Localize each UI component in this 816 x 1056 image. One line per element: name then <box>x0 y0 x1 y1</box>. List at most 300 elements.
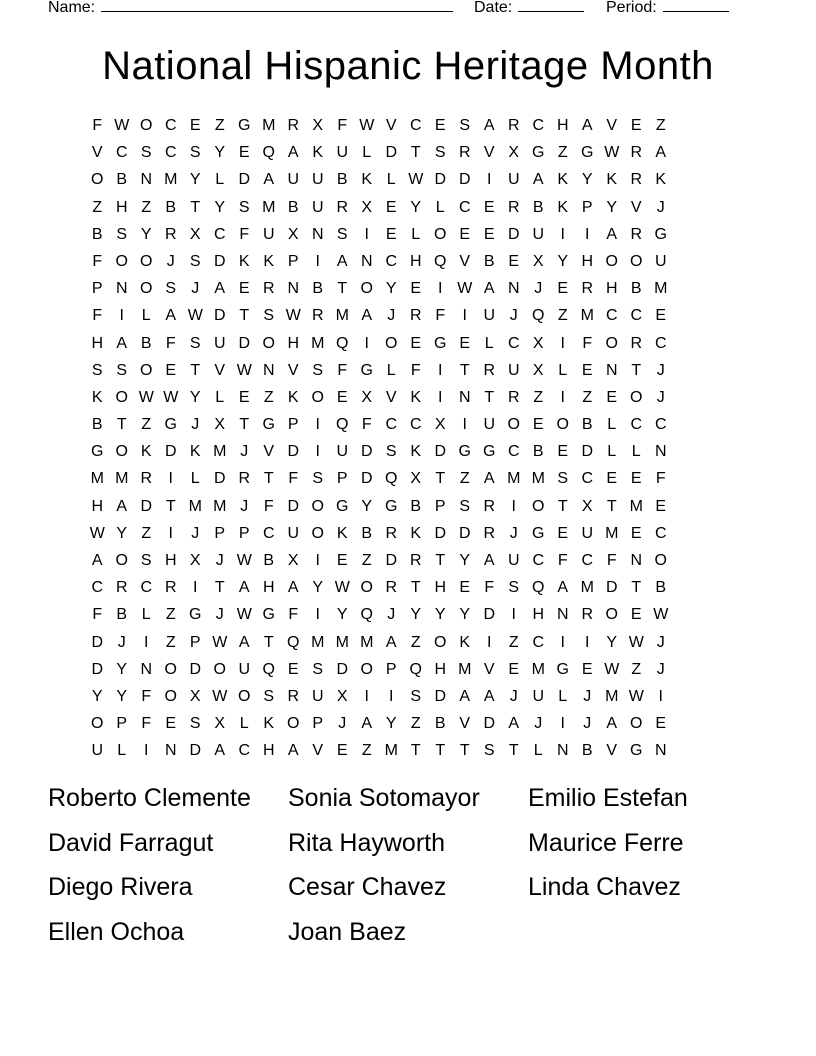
name-blank[interactable] <box>101 0 453 12</box>
grid-letter[interactable]: L <box>215 171 225 189</box>
grid-letter[interactable]: S <box>410 687 422 705</box>
grid-letter[interactable]: D <box>385 552 398 569</box>
grid-letter[interactable]: V <box>630 198 642 216</box>
grid-letter[interactable]: T <box>190 198 201 216</box>
grid-letter[interactable]: U <box>532 687 545 705</box>
grid-letter[interactable]: S <box>238 198 250 216</box>
grid-letter[interactable]: G <box>189 606 202 624</box>
grid-letter[interactable]: B <box>336 171 348 189</box>
grid-letter[interactable]: P <box>116 715 128 733</box>
grid-letter[interactable]: S <box>508 579 520 597</box>
name-field[interactable] <box>48 0 453 19</box>
grid-letter[interactable]: U <box>507 361 520 379</box>
grid-letter[interactable]: R <box>630 334 643 352</box>
grid-letter[interactable]: H <box>434 660 447 678</box>
grid-letter[interactable]: W <box>457 280 473 298</box>
grid-letter[interactable]: R <box>507 198 520 216</box>
grid-letter[interactable]: F <box>435 307 446 325</box>
grid-letter[interactable]: T <box>435 552 446 569</box>
grid-letter[interactable]: Q <box>287 633 300 651</box>
grid-letter[interactable]: I <box>193 579 198 597</box>
grid-letter[interactable]: I <box>315 252 320 270</box>
grid-letter[interactable]: T <box>337 280 348 298</box>
grid-letter[interactable]: K <box>263 252 275 270</box>
grid-letter[interactable]: Z <box>141 524 152 542</box>
grid-letter[interactable]: P <box>581 198 593 216</box>
grid-letter[interactable]: Z <box>141 198 152 216</box>
grid-letter[interactable]: S <box>91 361 103 379</box>
grid-letter[interactable]: H <box>115 198 128 216</box>
grid-letter[interactable]: T <box>410 742 421 760</box>
grid-letter[interactable]: C <box>532 633 545 651</box>
grid-letter[interactable]: C <box>115 144 128 162</box>
grid-letter[interactable]: F <box>361 416 372 434</box>
grid-letter[interactable]: R <box>630 144 643 162</box>
grid-letter[interactable]: W <box>212 687 228 705</box>
grid-letter[interactable]: A <box>483 470 495 488</box>
grid-letter[interactable]: G <box>385 497 398 515</box>
grid-letter[interactable]: M <box>580 307 594 325</box>
grid-letter[interactable]: G <box>630 742 643 760</box>
grid-letter[interactable]: Q <box>385 470 398 488</box>
grid-letter[interactable]: Y <box>91 687 103 705</box>
grid-letter[interactable]: H <box>287 334 300 352</box>
grid-letter[interactable]: R <box>630 225 643 243</box>
grid-letter[interactable]: A <box>385 633 397 651</box>
grid-letter[interactable]: R <box>238 470 251 488</box>
grid-letter[interactable]: T <box>239 416 250 434</box>
grid-letter[interactable]: U <box>532 225 545 243</box>
grid-letter[interactable]: Z <box>631 660 642 678</box>
grid-letter[interactable]: E <box>410 334 422 352</box>
grid-letter[interactable]: M <box>164 171 178 189</box>
grid-letter[interactable]: X <box>434 416 446 434</box>
grid-letter[interactable]: U <box>262 225 275 243</box>
grid-letter[interactable]: Q <box>336 334 349 352</box>
grid-letter[interactable]: E <box>581 660 593 678</box>
grid-letter[interactable]: K <box>606 171 618 189</box>
grid-letter[interactable]: M <box>384 742 398 760</box>
grid-letter[interactable]: Y <box>385 280 397 298</box>
grid-letter[interactable]: P <box>336 470 348 488</box>
grid-letter[interactable]: I <box>168 524 173 542</box>
grid-letter[interactable]: B <box>165 198 177 216</box>
grid-letter[interactable]: D <box>458 524 471 542</box>
grid-letter[interactable]: E <box>238 388 250 406</box>
grid-letter[interactable]: B <box>581 742 593 760</box>
grid-letter[interactable]: I <box>438 280 443 298</box>
grid-letter[interactable]: E <box>532 416 544 434</box>
grid-letter[interactable]: M <box>90 470 104 488</box>
grid-letter[interactable]: J <box>656 388 665 406</box>
grid-letter[interactable]: E <box>385 198 397 216</box>
grid-letter[interactable]: O <box>238 687 251 705</box>
grid-letter[interactable]: H <box>164 552 177 569</box>
grid-letter[interactable]: V <box>263 443 275 461</box>
grid-letter[interactable]: R <box>458 144 471 162</box>
grid-letter[interactable]: L <box>607 443 617 461</box>
grid-letter[interactable]: W <box>408 171 424 189</box>
grid-letter[interactable]: S <box>165 280 177 298</box>
grid-letter[interactable]: E <box>581 361 593 379</box>
grid-letter[interactable]: I <box>487 171 492 189</box>
grid-letter[interactable]: U <box>336 443 349 461</box>
grid-letter[interactable]: Y <box>459 606 471 624</box>
grid-letter[interactable]: L <box>411 225 421 243</box>
grid-letter[interactable]: V <box>312 742 324 760</box>
grid-letter[interactable]: T <box>239 307 250 325</box>
grid-letter[interactable]: T <box>459 742 470 760</box>
grid-letter[interactable]: C <box>140 579 153 597</box>
grid-letter[interactable]: E <box>434 117 446 134</box>
grid-letter[interactable]: V <box>606 117 618 134</box>
grid-letter[interactable]: K <box>557 171 569 189</box>
grid-letter[interactable]: I <box>438 361 443 379</box>
grid-letter[interactable]: Z <box>655 117 666 134</box>
grid-letter[interactable]: Y <box>189 388 201 406</box>
grid-letter[interactable]: D <box>360 470 373 488</box>
grid-letter[interactable]: D <box>507 225 520 243</box>
grid-letter[interactable]: N <box>654 742 667 760</box>
grid-letter[interactable]: W <box>236 606 252 624</box>
grid-letter[interactable]: A <box>263 171 275 189</box>
grid-letter[interactable]: L <box>631 443 641 461</box>
grid-letter[interactable]: Y <box>581 171 593 189</box>
grid-letter[interactable]: J <box>509 524 518 542</box>
grid-letter[interactable]: L <box>558 361 568 379</box>
grid-letter[interactable]: E <box>238 280 250 298</box>
grid-letter[interactable]: X <box>361 198 373 216</box>
grid-letter[interactable]: Y <box>214 198 226 216</box>
grid-letter[interactable]: B <box>91 225 103 243</box>
grid-letter[interactable]: N <box>140 171 153 189</box>
grid-letter[interactable]: O <box>630 715 643 733</box>
grid-letter[interactable]: O <box>630 252 643 270</box>
grid-letter[interactable]: Y <box>116 687 128 705</box>
grid-letter[interactable]: B <box>410 497 422 515</box>
grid-letter[interactable]: A <box>606 715 618 733</box>
grid-letter[interactable]: B <box>581 416 593 434</box>
grid-letter[interactable]: F <box>92 606 103 624</box>
grid-letter[interactable]: H <box>532 606 545 624</box>
grid-letter[interactable]: D <box>238 171 251 189</box>
grid-letter[interactable]: O <box>115 252 128 270</box>
grid-letter[interactable]: O <box>605 606 618 624</box>
grid-letter[interactable]: W <box>285 307 301 325</box>
grid-letter[interactable]: I <box>658 687 663 705</box>
grid-letter[interactable]: E <box>508 252 520 270</box>
grid-letter[interactable]: V <box>606 742 618 760</box>
grid-letter[interactable]: M <box>605 687 619 705</box>
grid-letter[interactable]: D <box>213 307 226 325</box>
grid-letter[interactable]: E <box>287 660 299 678</box>
grid-letter[interactable]: R <box>507 388 520 406</box>
grid-letter[interactable]: K <box>459 633 471 651</box>
grid-letter[interactable]: F <box>92 117 103 134</box>
grid-letter[interactable]: N <box>164 742 177 760</box>
grid-letter[interactable]: H <box>605 280 618 298</box>
grid-letter[interactable]: M <box>654 280 668 298</box>
date-field[interactable] <box>474 0 584 19</box>
grid-letter[interactable]: P <box>189 633 201 651</box>
grid-letter[interactable]: Z <box>361 552 372 569</box>
grid-letter[interactable]: X <box>508 144 520 162</box>
grid-letter[interactable]: Z <box>410 633 421 651</box>
grid-letter[interactable]: E <box>655 307 667 325</box>
grid-letter[interactable]: I <box>168 470 173 488</box>
grid-letter[interactable]: D <box>483 715 496 733</box>
grid-letter[interactable]: R <box>385 579 398 597</box>
grid-letter[interactable]: M <box>531 660 545 678</box>
grid-letter[interactable]: T <box>190 361 201 379</box>
grid-letter[interactable]: N <box>115 280 128 298</box>
grid-letter[interactable]: Z <box>410 715 421 733</box>
grid-letter[interactable]: I <box>511 606 516 624</box>
grid-letter[interactable]: Z <box>557 307 568 325</box>
grid-letter[interactable]: U <box>336 144 349 162</box>
grid-letter[interactable]: I <box>315 416 320 434</box>
grid-letter[interactable]: T <box>435 470 446 488</box>
grid-letter[interactable]: W <box>212 633 228 651</box>
grid-letter[interactable]: J <box>656 198 665 216</box>
grid-letter[interactable]: S <box>116 361 128 379</box>
grid-letter[interactable]: C <box>532 552 545 569</box>
grid-letter[interactable]: J <box>117 633 126 651</box>
grid-letter[interactable]: F <box>92 252 103 270</box>
grid-letter[interactable]: G <box>164 416 177 434</box>
grid-letter[interactable]: H <box>262 742 275 760</box>
grid-letter[interactable]: O <box>434 225 447 243</box>
grid-letter[interactable]: A <box>483 117 495 134</box>
grid-letter[interactable]: R <box>164 579 177 597</box>
grid-letter[interactable]: H <box>409 252 422 270</box>
grid-letter[interactable]: X <box>312 117 324 134</box>
grid-letter[interactable]: T <box>435 742 446 760</box>
grid-letter[interactable]: Y <box>361 497 373 515</box>
grid-letter[interactable]: D <box>189 742 202 760</box>
grid-letter[interactable]: A <box>655 144 667 162</box>
grid-letter[interactable]: V <box>287 361 299 379</box>
grid-letter[interactable]: R <box>483 524 496 542</box>
grid-letter[interactable]: E <box>655 497 667 515</box>
grid-letter[interactable]: A <box>214 742 226 760</box>
grid-letter[interactable]: D <box>213 470 226 488</box>
grid-letter[interactable]: B <box>116 171 128 189</box>
grid-letter[interactable]: U <box>581 524 594 542</box>
grid-letter[interactable]: E <box>238 144 250 162</box>
grid-letter[interactable]: K <box>312 144 324 162</box>
grid-letter[interactable]: N <box>654 443 667 461</box>
grid-letter[interactable]: W <box>628 633 644 651</box>
grid-letter[interactable]: K <box>655 171 667 189</box>
grid-letter[interactable]: I <box>315 606 320 624</box>
grid-letter[interactable]: Y <box>410 198 422 216</box>
grid-letter[interactable]: C <box>409 117 422 134</box>
grid-letter[interactable]: B <box>630 280 642 298</box>
grid-letter[interactable]: C <box>630 416 643 434</box>
grid-letter[interactable]: Y <box>410 606 422 624</box>
grid-letter[interactable]: F <box>410 361 421 379</box>
grid-letter[interactable]: I <box>364 687 369 705</box>
grid-letter[interactable]: U <box>507 171 520 189</box>
grid-letter[interactable]: R <box>483 361 496 379</box>
grid-letter[interactable]: C <box>458 198 471 216</box>
grid-letter[interactable]: B <box>532 198 544 216</box>
grid-letter[interactable]: U <box>483 416 496 434</box>
grid-letter[interactable]: B <box>287 198 299 216</box>
grid-letter[interactable]: U <box>311 171 324 189</box>
grid-letter[interactable]: X <box>214 715 226 733</box>
grid-letter[interactable]: M <box>507 470 521 488</box>
grid-letter[interactable]: M <box>311 334 325 352</box>
grid-letter[interactable]: K <box>140 443 152 461</box>
grid-letter[interactable]: U <box>311 687 324 705</box>
grid-letter[interactable]: C <box>654 524 667 542</box>
grid-letter[interactable]: M <box>115 470 129 488</box>
grid-letter[interactable]: R <box>581 606 594 624</box>
grid-letter[interactable]: O <box>360 280 373 298</box>
grid-letter[interactable]: R <box>409 307 422 325</box>
grid-letter[interactable]: N <box>360 252 373 270</box>
grid-letter[interactable]: M <box>213 497 227 515</box>
grid-letter[interactable]: L <box>141 307 151 325</box>
grid-letter[interactable]: D <box>91 660 104 678</box>
grid-letter[interactable]: V <box>214 361 226 379</box>
grid-letter[interactable]: F <box>582 334 593 352</box>
grid-letter[interactable]: J <box>166 252 175 270</box>
grid-letter[interactable]: C <box>654 334 667 352</box>
grid-letter[interactable]: B <box>532 443 544 461</box>
grid-letter[interactable]: S <box>189 252 201 270</box>
grid-letter[interactable]: L <box>117 742 127 760</box>
grid-letter[interactable]: A <box>361 307 373 325</box>
grid-letter[interactable]: D <box>360 443 373 461</box>
grid-letter[interactable]: Z <box>508 633 519 651</box>
grid-letter[interactable]: E <box>459 225 471 243</box>
grid-letter[interactable]: B <box>655 579 667 597</box>
grid-letter[interactable]: J <box>509 687 518 705</box>
grid-letter[interactable]: R <box>483 497 496 515</box>
grid-letter[interactable]: C <box>91 579 104 597</box>
grid-letter[interactable]: O <box>360 579 373 597</box>
grid-letter[interactable]: X <box>189 687 201 705</box>
grid-letter[interactable]: K <box>410 443 422 461</box>
grid-letter[interactable]: K <box>287 388 299 406</box>
grid-letter[interactable]: D <box>581 443 594 461</box>
grid-letter[interactable]: V <box>91 144 103 162</box>
grid-letter[interactable]: F <box>92 307 103 325</box>
grid-letter[interactable]: H <box>581 252 594 270</box>
grid-letter[interactable]: T <box>606 497 617 515</box>
grid-letter[interactable]: A <box>287 579 299 597</box>
grid-letter[interactable]: D <box>458 171 471 189</box>
grid-letter[interactable]: Z <box>582 388 593 406</box>
grid-letter[interactable]: Z <box>459 470 470 488</box>
grid-letter[interactable]: U <box>507 552 520 569</box>
grid-letter[interactable]: N <box>458 388 471 406</box>
grid-letter[interactable]: T <box>410 144 421 162</box>
grid-letter[interactable]: Y <box>557 252 569 270</box>
grid-letter[interactable]: K <box>361 171 373 189</box>
grid-letter[interactable]: J <box>656 361 665 379</box>
grid-letter[interactable]: K <box>91 388 103 406</box>
grid-letter[interactable]: H <box>91 334 104 352</box>
grid-letter[interactable]: W <box>604 144 620 162</box>
grid-letter[interactable]: O <box>605 252 618 270</box>
grid-letter[interactable]: C <box>581 470 594 488</box>
grid-letter[interactable]: X <box>532 334 544 352</box>
grid-letter[interactable]: K <box>410 388 422 406</box>
grid-letter[interactable]: V <box>385 388 397 406</box>
grid-letter[interactable]: R <box>581 280 594 298</box>
grid-letter[interactable]: N <box>311 225 324 243</box>
grid-letter[interactable]: X <box>581 497 593 515</box>
grid-letter[interactable]: O <box>311 497 324 515</box>
grid-letter[interactable]: O <box>434 633 447 651</box>
grid-letter[interactable]: L <box>190 470 200 488</box>
grid-letter[interactable]: S <box>263 687 275 705</box>
grid-letter[interactable]: O <box>654 552 667 569</box>
grid-letter[interactable]: C <box>507 334 520 352</box>
grid-letter[interactable]: Y <box>116 524 128 542</box>
grid-letter[interactable]: O <box>360 660 373 678</box>
grid-letter[interactable]: B <box>263 552 275 569</box>
grid-letter[interactable]: D <box>434 687 447 705</box>
grid-letter[interactable]: F <box>557 552 568 569</box>
grid-letter[interactable]: I <box>487 633 492 651</box>
grid-letter[interactable]: T <box>165 497 176 515</box>
grid-letter[interactable]: V <box>459 252 471 270</box>
grid-letter[interactable]: E <box>630 524 642 542</box>
grid-letter[interactable]: C <box>532 117 545 134</box>
grid-letter[interactable]: I <box>315 552 320 569</box>
grid-letter[interactable]: N <box>262 361 275 379</box>
grid-letter[interactable]: Q <box>532 307 545 325</box>
grid-letter[interactable]: Y <box>385 715 397 733</box>
grid-letter[interactable]: Q <box>360 606 373 624</box>
grid-letter[interactable]: S <box>140 552 152 569</box>
grid-letter[interactable]: A <box>557 579 569 597</box>
grid-letter[interactable]: X <box>532 361 544 379</box>
grid-letter[interactable]: V <box>483 660 495 678</box>
grid-letter[interactable]: T <box>631 579 642 597</box>
grid-letter[interactable]: E <box>483 225 495 243</box>
grid-letter[interactable]: J <box>509 307 518 325</box>
grid-letter[interactable]: O <box>311 388 324 406</box>
grid-letter[interactable]: B <box>116 606 128 624</box>
grid-letter[interactable]: D <box>434 524 447 542</box>
grid-letter[interactable]: W <box>653 606 669 624</box>
grid-letter[interactable]: H <box>91 497 104 515</box>
grid-letter[interactable]: X <box>410 470 422 488</box>
grid-letter[interactable]: T <box>508 742 519 760</box>
grid-letter[interactable]: F <box>606 552 617 569</box>
grid-letter[interactable]: O <box>556 416 569 434</box>
grid-letter[interactable]: B <box>361 524 373 542</box>
grid-letter[interactable]: A <box>116 497 128 515</box>
grid-letter[interactable]: J <box>338 715 347 733</box>
grid-letter[interactable]: B <box>91 416 103 434</box>
grid-letter[interactable]: S <box>483 742 495 760</box>
grid-letter[interactable]: N <box>287 280 300 298</box>
grid-letter[interactable]: Q <box>434 252 447 270</box>
grid-letter[interactable]: L <box>607 416 617 434</box>
grid-letter[interactable]: P <box>385 660 397 678</box>
grid-letter[interactable]: D <box>189 660 202 678</box>
grid-letter[interactable]: S <box>189 334 201 352</box>
grid-letter[interactable]: A <box>532 171 544 189</box>
period-field[interactable] <box>606 0 729 19</box>
